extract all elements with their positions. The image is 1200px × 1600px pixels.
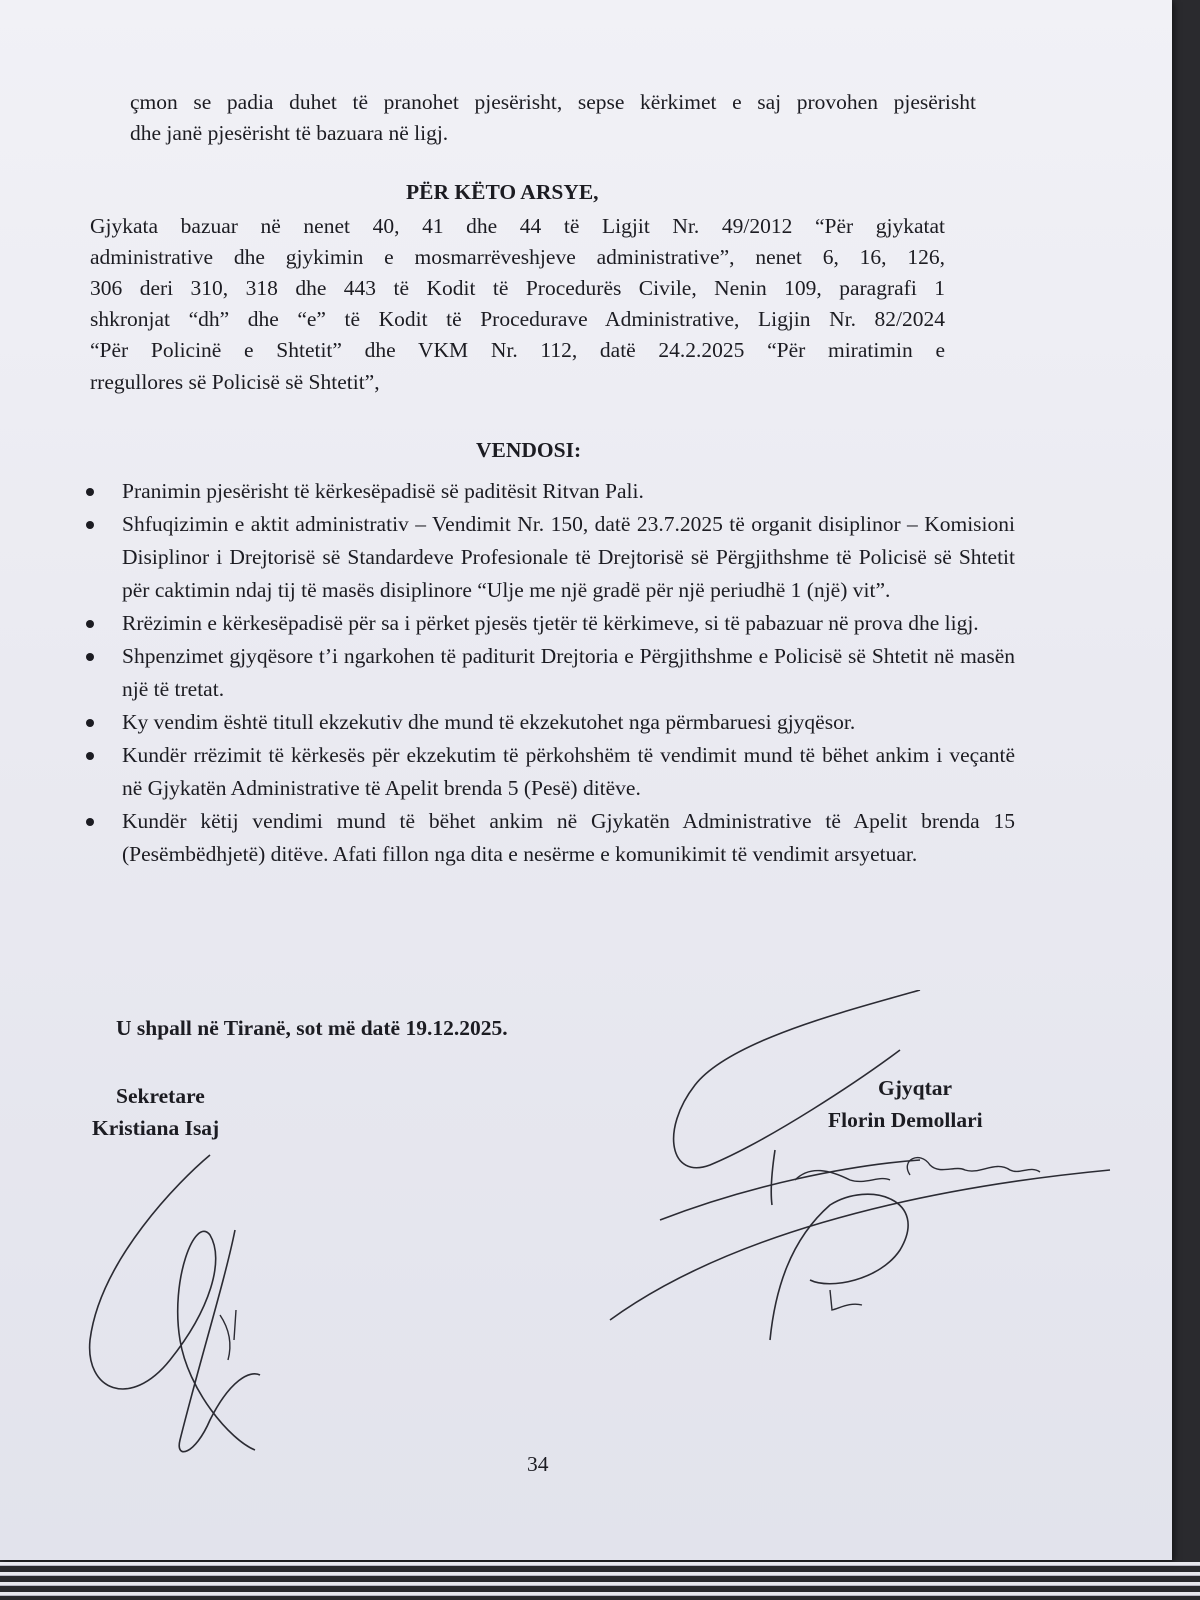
decision-item: Kundër këtij vendimi mund të bëhet ankim në Gjykatën Administrative të Apelit brenda 15 (Pesëmbëdhjetë) ditëve. Afati fillon nga dita e nesërme e komunikimit të vendimit arsyetuar. xyxy=(80,805,1015,871)
secretary-signature xyxy=(60,1140,300,1470)
intro-line-2: dhe janë pjesërisht të bazuara në ligj. xyxy=(130,121,449,145)
legal-basis-line: 306 deri 310, 318 dhe 443 të Kodit të Procedurës Civile, Nenin 109, paragrafi 1 xyxy=(90,276,945,300)
decision-item: Rrëzimin e kërkesëpadisë për sa i përket pjesës tjetër të kërkimeve, si të pabazuar në prova dhe ligj. xyxy=(80,607,1015,640)
decision-list xyxy=(80,475,1015,871)
legal-basis-line: “Për Policinë e Shtetit” dhe VKM Nr. 112, datë 24.2.2025 “Për miratimin e xyxy=(90,338,945,362)
legal-basis-line: administrative dhe gjykimin e mosmarrëveshjeve administrative”, nenet 6, 16, 126, xyxy=(90,245,945,269)
bullet-icon xyxy=(86,521,94,529)
secretary-name: Kristiana Isaj xyxy=(92,1116,220,1140)
judge-title: Gjyqtar xyxy=(878,1076,953,1100)
page-edge xyxy=(0,1562,1200,1566)
bullet-icon xyxy=(86,653,94,661)
bullet-icon xyxy=(86,719,94,727)
announcement: U shpall në Tiranë, sot më datë 19.12.2025. xyxy=(116,1016,508,1040)
judge-signature xyxy=(600,990,1120,1350)
page-number: 34 xyxy=(527,1452,549,1476)
decision-item: Shpenzimet gjyqësore t’i ngarkohen të paditurit Drejtoria e Përgjithshme e Policisë së Shtetit në masën një të tretat. xyxy=(80,640,1015,706)
page-edge xyxy=(0,1582,1200,1586)
decision-item: Pranimin pjesërisht të kërkesëpadisë së paditësit Ritvan Pali. xyxy=(80,475,1015,508)
bullet-icon xyxy=(86,620,94,628)
page-edge xyxy=(0,1572,1200,1576)
bullet-icon xyxy=(86,488,94,496)
heading-decision: VENDOSI: xyxy=(476,438,582,462)
decision-item: Shfuqizimin e aktit administrativ – Vendimit Nr. 150, datë 23.7.2025 të organit disiplinor – Komisioni Disiplinor i Drejtorisë së Standardeve Profesionale të Drejtorisë së Përgjithshme të Policisë së Shtetit për caktimin ndaj tij të masës disiplinore “Ulje me një gradë për një periudhë 1 (një) vit”. xyxy=(80,508,1015,607)
bullet-icon xyxy=(86,818,94,826)
legal-basis-line: Gjykata bazuar në nenet 40, 41 dhe 44 të Ligjit Nr. 49/2012 “Për gjykatat xyxy=(90,214,945,238)
decision-item: Kundër rrëzimit të kërkesës për ekzekutim të përkohshëm të vendimit mund të bëhet ankim i veçantë në Gjykatën Administrative të Apelit brenda 5 (Pesë) ditëve. xyxy=(80,739,1015,805)
page-edge xyxy=(0,1592,1200,1596)
intro-line-1: çmon se padia duhet të pranohet pjesërisht, sepse kërkimet e saj provohen pjesërisht xyxy=(130,90,976,114)
bullet-icon xyxy=(86,752,94,760)
legal-basis-line: rregullores së Policisë së Shtetit”, xyxy=(90,370,380,394)
heading-reasons: PËR KËTO ARSYE, xyxy=(406,180,599,204)
decision-item: Ky vendim është titull ekzekutiv dhe mund të ekzekutohet nga përmbaruesi gjyqësor. xyxy=(80,706,1015,739)
judge-name: Florin Demollari xyxy=(828,1108,983,1132)
secretary-title: Sekretare xyxy=(116,1084,205,1108)
legal-basis-line: shkronjat “dh” dhe “e” të Kodit të Procedurave Administrative, Ligjin Nr. 82/2024 xyxy=(90,307,945,331)
